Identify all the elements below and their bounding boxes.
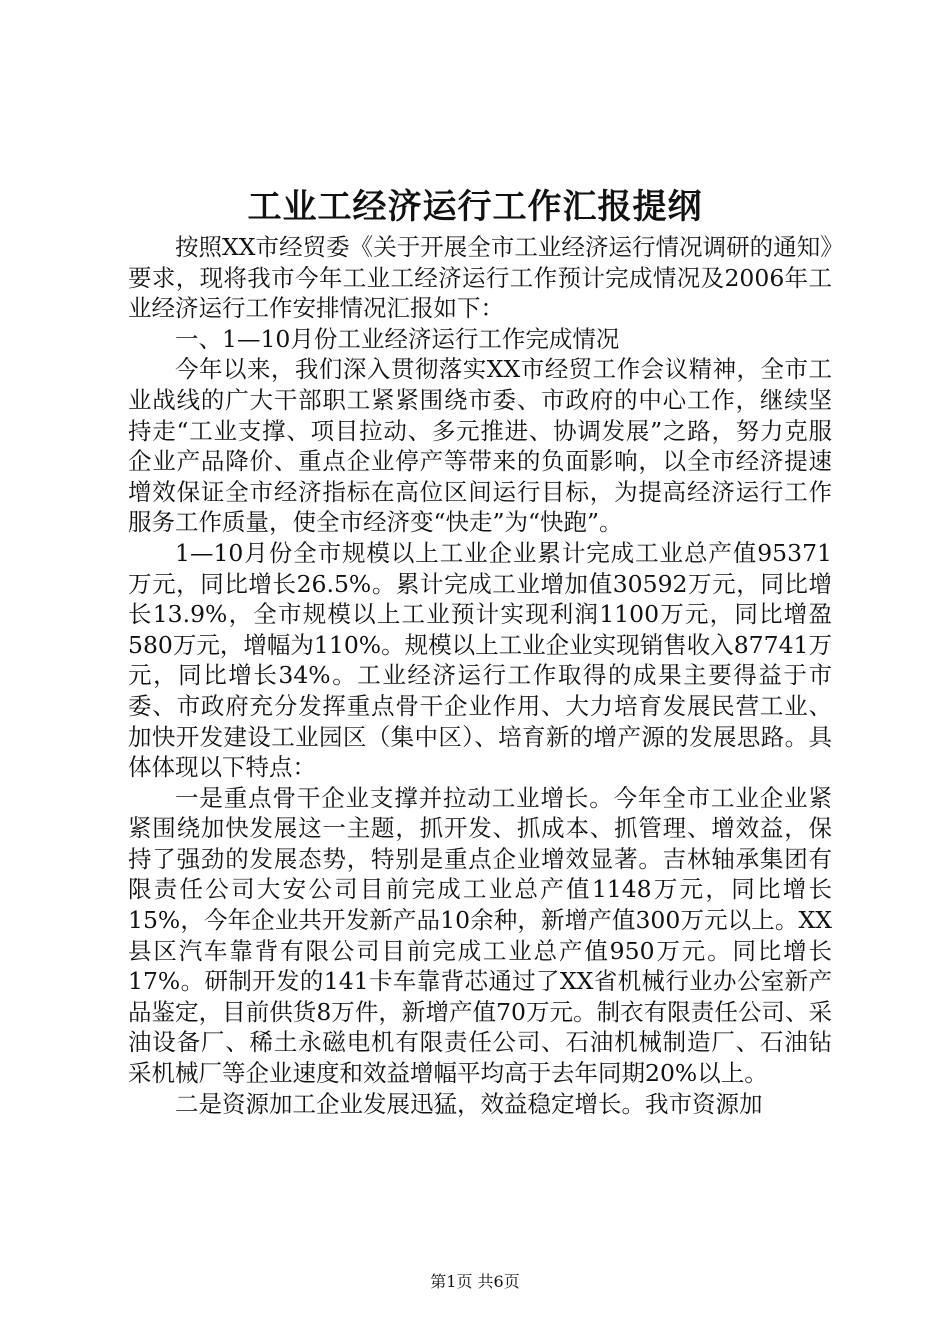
paragraph-intro: 按照XX市经贸委《关于开展全市工业经济运行情况调研的通知》要求，现将我市今年工业工经济运行工作预计完成情况及2006年工业经济运行工作安排情况汇报如下： xyxy=(128,233,832,323)
document-title: 工业工经济运行工作汇报提纲 xyxy=(247,187,703,227)
page-footer: 第1页 共6页 xyxy=(430,1272,520,1291)
document-body xyxy=(128,232,832,1119)
section-heading: 一、1—10月份工业经济运行工作完成情况 xyxy=(175,324,620,353)
paragraph: 1—10月份全市规模以上工业企业累计完成工业总产值95371万元，同比增长26.5%。累计完成工业增加值30592万元，同比增长13.9%，全市规模以上工业预计实现利润1100万元，同比增盈580万元，增幅为110%。规模以上工业企业实现销售收入87741万元，同比增长34%。工业经济运行工作取得的成果主要得益于市委、市政府充分发挥重点骨干企业作用、大力培育发展民营工业、加快开发建设工业园区（集中区）、培育新的增产源的发展思路。具体体现以下特点： xyxy=(128,538,832,782)
paragraph: 一是重点骨干企业支撑并拉动工业增长。今年全市工业企业紧紧围绕加快发展这一主题，抓开发、抓成本、抓管理、增效益，保持了强劲的发展态势，特别是重点企业增效显著。吉林轴承集团有限责任公司大安公司目前完成工业总产值1148万元，同比增长15%，今年企业共开发新产品10余种，新增产值300万元以上。XX县区汽车靠背有限公司目前完成工业总产值950万元。同比增长17%。研制开发的141卡车靠背芯通过了XX省机械行业办公室新产品鉴定，目前供货8万件，新增产值70万元。制衣有限责任公司、采油设备厂、稀土永磁电机有限责任公司、石油机械制造厂、石油钻采机械厂等企业速度和效益增幅平均高于去年同期20%以上。 xyxy=(128,783,832,1088)
paragraph: 今年以来，我们深入贯彻落实XX市经贸工作会议精神，全市工业战线的广大干部职工紧紧围绕市委、市政府的中心工作，继续坚持走“工业支撑、项目拉动、多元推进、协调发展”之路，努力克服企业产品降价、重点企业停产等带来的负面影响，以全市经济提速增效保证全市经济指标在高位区间运行目标，为提高经济运行工作服务工作质量，使全市经济变“快走”为“快跑”。 xyxy=(128,355,832,537)
paragraph: 二是资源加工企业发展迅猛，效益稳定增长。我市资源加 xyxy=(175,1089,763,1118)
